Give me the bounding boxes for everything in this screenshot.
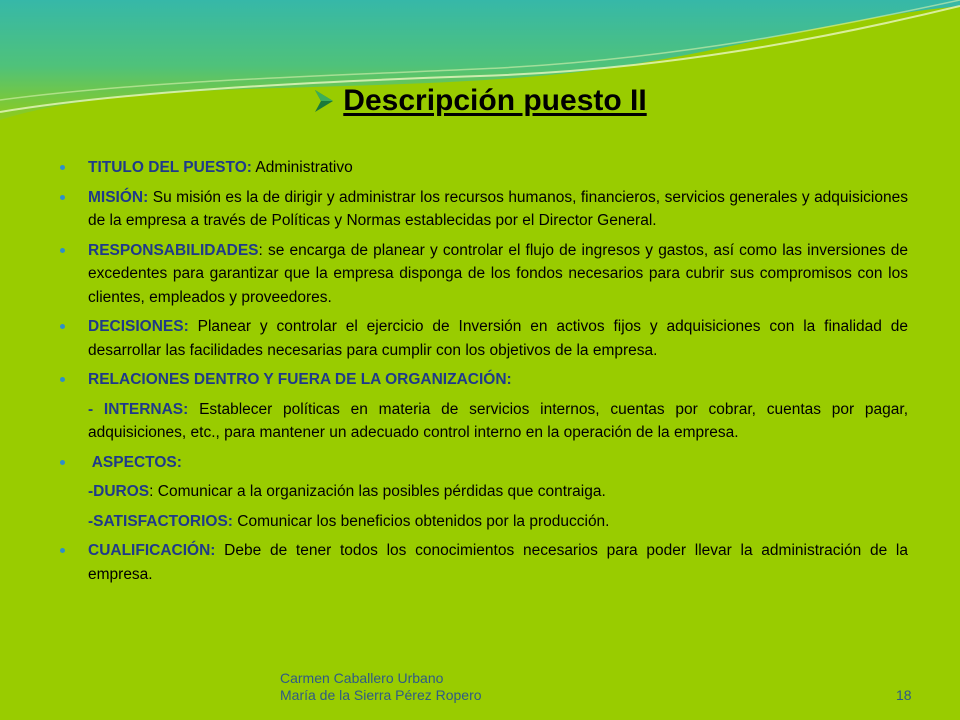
list-item-decisiones [60, 315, 908, 362]
bullet-dot-icon [60, 377, 65, 382]
sub-item-duros [60, 480, 908, 504]
item-text: Debe de tener todos los conocimientos necesarios para poder llevar la administración de la empresa. [88, 542, 908, 583]
item-label: -SATISFACTORIOS: [88, 512, 233, 530]
sub-item-satisfactorios [60, 510, 908, 534]
item-label: ASPECTOS: [88, 453, 182, 471]
sub-item-internas [60, 398, 908, 445]
item-label: RELACIONES DENTRO Y FUERA DE LA ORGANIZACIÓN: [88, 371, 512, 388]
item-label: -DUROS [88, 483, 150, 500]
list-item-titulo [60, 156, 908, 180]
item-text: Planear y controlar el ejercicio de Inversión en activos fijos y adquisiciones con la finalidad de desarrollar las facilidades necesarias para cumplir con los objetivos de la empresa. [88, 318, 908, 359]
list-item-responsabilidades [60, 239, 908, 310]
item-text: Comunicar los beneficios obtenidos por la producción. [232, 512, 610, 530]
slide-title: Descripción puesto II [343, 84, 647, 117]
item-text: Su misión es la de dirigir y administrar los recursos humanos, financieros, servicios generales y adquisiciones de la empresa a través de Políticas y Normas establecidas por el Director General. [88, 188, 908, 229]
list-item-cualificacion [60, 539, 908, 586]
item-text: : se encarga de planear y controlar el flujo de ingresos y gastos, así como las inversiones de excedentes para garantizar que la empresa disponga de los fondos necesarios para cubrir sus compromisos con los clientes, empleados y proveedores. [88, 241, 908, 306]
item-label: MISIÓN: [88, 188, 149, 206]
item-label: - INTERNAS: [88, 400, 189, 418]
list-item-mision [60, 186, 908, 233]
bullet-dot-icon [60, 165, 65, 170]
bullet-dot-icon [60, 548, 65, 553]
bullet-dot-icon [60, 195, 65, 200]
footer-authors [280, 670, 482, 704]
list-item-aspectos [60, 451, 908, 475]
item-text: Administrativo [251, 159, 353, 176]
item-label: RESPONSABILIDADES [88, 241, 259, 259]
bullet-dot-icon [60, 248, 65, 253]
list-item-relaciones [60, 368, 908, 392]
arrow-bullet-icon [313, 88, 335, 114]
item-text: : Comunicar a la organización las posibles pérdidas que contraiga. [149, 483, 606, 500]
slide-title-row [0, 84, 960, 118]
bullet-dot-icon [60, 324, 65, 329]
item-label: DECISIONES: [88, 318, 189, 335]
footer-author-1: Carmen Caballero Urbano [280, 670, 444, 686]
item-label: TITULO DEL PUESTO: [88, 159, 252, 176]
footer-author-2: María de la Sierra Pérez Ropero [280, 687, 482, 703]
item-text: Establecer políticas en materia de servicios internos, cuentas por cobrar, cuentas por pagar, adquisiciones, etc., para mantener un adecuado control interno en la operación de la empresa. [88, 400, 909, 441]
item-label: CUALIFICACIÓN: [88, 542, 216, 559]
description-list [60, 156, 908, 592]
bullet-dot-icon [60, 460, 65, 465]
page-number: 18 [896, 687, 912, 703]
